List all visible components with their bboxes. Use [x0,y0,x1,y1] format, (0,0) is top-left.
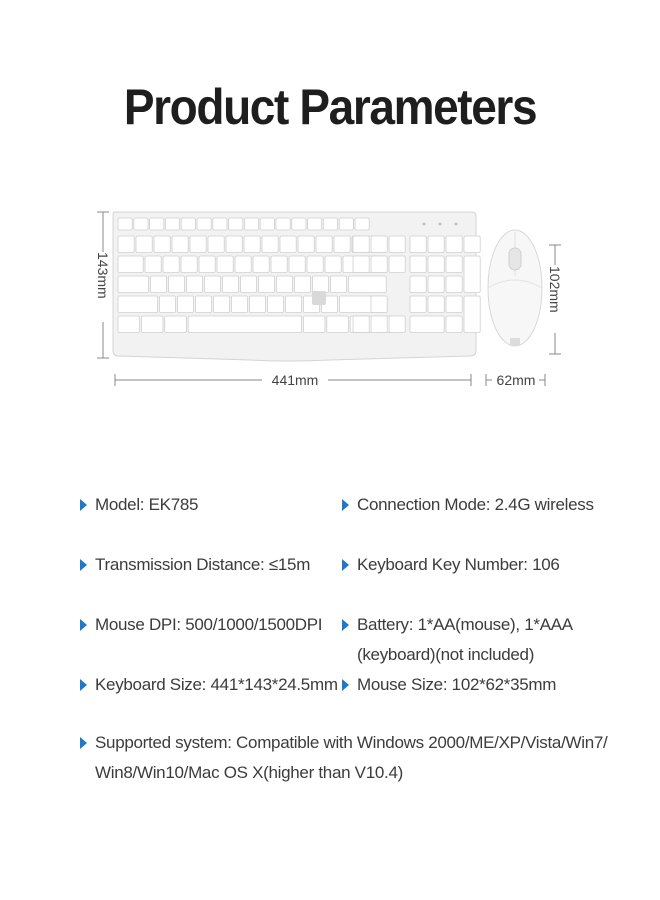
keyboard-key [262,236,278,253]
keyboard-key [177,296,193,313]
keyboard-key [446,316,462,333]
keyboard-key [136,236,152,253]
bullet-arrow-icon [80,559,87,571]
spec-model: Model: EK785 [80,490,320,520]
keyboard-key [134,218,148,230]
keyboard-key [303,316,325,333]
keyboard-key [276,276,292,293]
keyboard-key [446,276,462,293]
spec-supported-system: Supported system: Compatible with Windows 2000/ME/XP/Vista/Win7/ Win8/Win10/Mac OS X(higher than V10.4) [80,728,640,788]
keyboard-key [163,256,179,273]
keyboard-key [327,316,349,333]
keyboard-key [410,276,426,293]
keyboard-key [410,236,426,253]
keyboard-key [371,296,387,313]
bullet-arrow-icon [80,499,87,511]
keyboard-key [371,236,387,253]
brand-logo-key [312,291,326,305]
keyboard-key [464,236,480,253]
keyboard-key [222,276,238,293]
bullet-arrow-icon [342,499,349,511]
keyboard-key [154,236,170,253]
keyboard-key [213,218,227,230]
bullet-arrow-icon [342,679,349,691]
keyboard-key [118,296,158,313]
keyboard-key [371,316,387,333]
spec-battery: Battery: 1*AA(mouse), 1*AAA (keyboard)(not included) [342,610,642,670]
keyboard-key [446,236,462,253]
keyboard-key [240,276,256,293]
keyboard-key [208,236,224,253]
bullet-arrow-icon [342,559,349,571]
keyboard-key [339,218,353,230]
mouse-scroll-wheel [509,248,521,270]
keyboard-key [199,256,215,273]
page-title: Product Parameters [123,79,537,135]
keyboard-key [141,316,163,333]
mouse-logo [510,338,520,346]
keyboard-key [389,256,405,273]
keyboard-key [204,276,220,293]
keyboard-key [172,236,188,253]
keyboard-key [325,256,341,273]
keyboard-key [150,218,164,230]
spec-keyboard-size: Keyboard Size: 441*143*24.5mm [80,670,340,700]
keyboard-key [289,256,305,273]
keyboard-key [353,236,369,253]
keyboard-height-label: 143mm [95,252,111,299]
mouse-width-label: 62mm [496,372,536,388]
keyboard-key [428,276,444,293]
bullet-arrow-icon [80,737,87,749]
keyboard-key [213,296,229,313]
keyboard-key [410,296,426,313]
keyboard-key [159,296,175,313]
spec-key-number: Keyboard Key Number: 106 [342,550,642,580]
keyboard-width-label: 441mm [271,372,319,388]
keyboard-key [260,218,274,230]
keyboard-key [446,296,462,313]
keyboard-key [249,296,265,313]
keyboard-key [118,236,134,253]
keyboard-key [231,296,247,313]
indicator-light [455,223,458,226]
keyboard-key [323,218,337,230]
keyboard-key [428,236,444,253]
keyboard-key [226,236,242,253]
keyboard-key [244,218,258,230]
keyboard-key [312,276,328,293]
bullet-arrow-icon [80,619,87,631]
keyboard-key [217,256,233,273]
keyboard-key [235,256,251,273]
keyboard-key [118,276,149,293]
keyboard-key [316,236,332,253]
keyboard [113,212,480,361]
keyboard-key [428,296,444,313]
keyboard-key [410,256,426,273]
keyboard-key [334,236,350,253]
keyboard-key [371,256,387,273]
keyboard-key [197,218,211,230]
keyboard-key [118,256,143,273]
keyboard-key [389,316,405,333]
keyboard-key [253,256,269,273]
keyboard-key [244,236,260,253]
keyboard-key [276,218,290,230]
product-illustration [0,190,660,410]
keyboard-key [410,316,444,333]
keyboard-key [181,218,195,230]
spec-connection-mode: Connection Mode: 2.4G wireless [342,490,642,520]
indicator-light [423,223,426,226]
bullet-arrow-icon [80,679,87,691]
keyboard-key [355,218,369,230]
keyboard-key [446,256,462,273]
keyboard-key [464,296,480,333]
keyboard-key [229,218,243,230]
keyboard-key [308,218,322,230]
keyboard-key [165,316,187,333]
keyboard-key [165,218,179,230]
keyboard-key [292,218,306,230]
keyboard-key [258,276,274,293]
keyboard-key [186,276,202,293]
keyboard-key [271,256,287,273]
keyboard-key [428,256,444,273]
keyboard-key [353,316,369,333]
mouse-height-label: 102mm [547,266,563,313]
keyboard-key [353,256,369,273]
keyboard-key [389,236,405,253]
keyboard-key [188,316,301,333]
spec-mouse-size: Mouse Size: 102*62*35mm [342,670,642,700]
keyboard-key [118,316,140,333]
keyboard-key [280,236,296,253]
indicator-light [439,223,442,226]
keyboard-key [190,236,206,253]
spec-mouse-dpi: Mouse DPI: 500/1000/1500DPI [80,610,330,640]
spec-transmission-distance: Transmission Distance: ≤15m [80,550,330,580]
keyboard-key [267,296,283,313]
keyboard-key [298,236,314,253]
keyboard-key [330,276,346,293]
bullet-arrow-icon [342,619,349,631]
keyboard-key [145,256,161,273]
keyboard-key [348,276,386,293]
mouse [488,230,542,346]
keyboard-key [168,276,184,293]
keyboard-key [285,296,301,313]
keyboard-key [464,256,480,293]
keyboard-key [118,218,132,230]
keyboard-key [294,276,310,293]
keyboard-key [195,296,211,313]
keyboard-key [150,276,166,293]
keyboard-key [307,256,323,273]
keyboard-key [181,256,197,273]
